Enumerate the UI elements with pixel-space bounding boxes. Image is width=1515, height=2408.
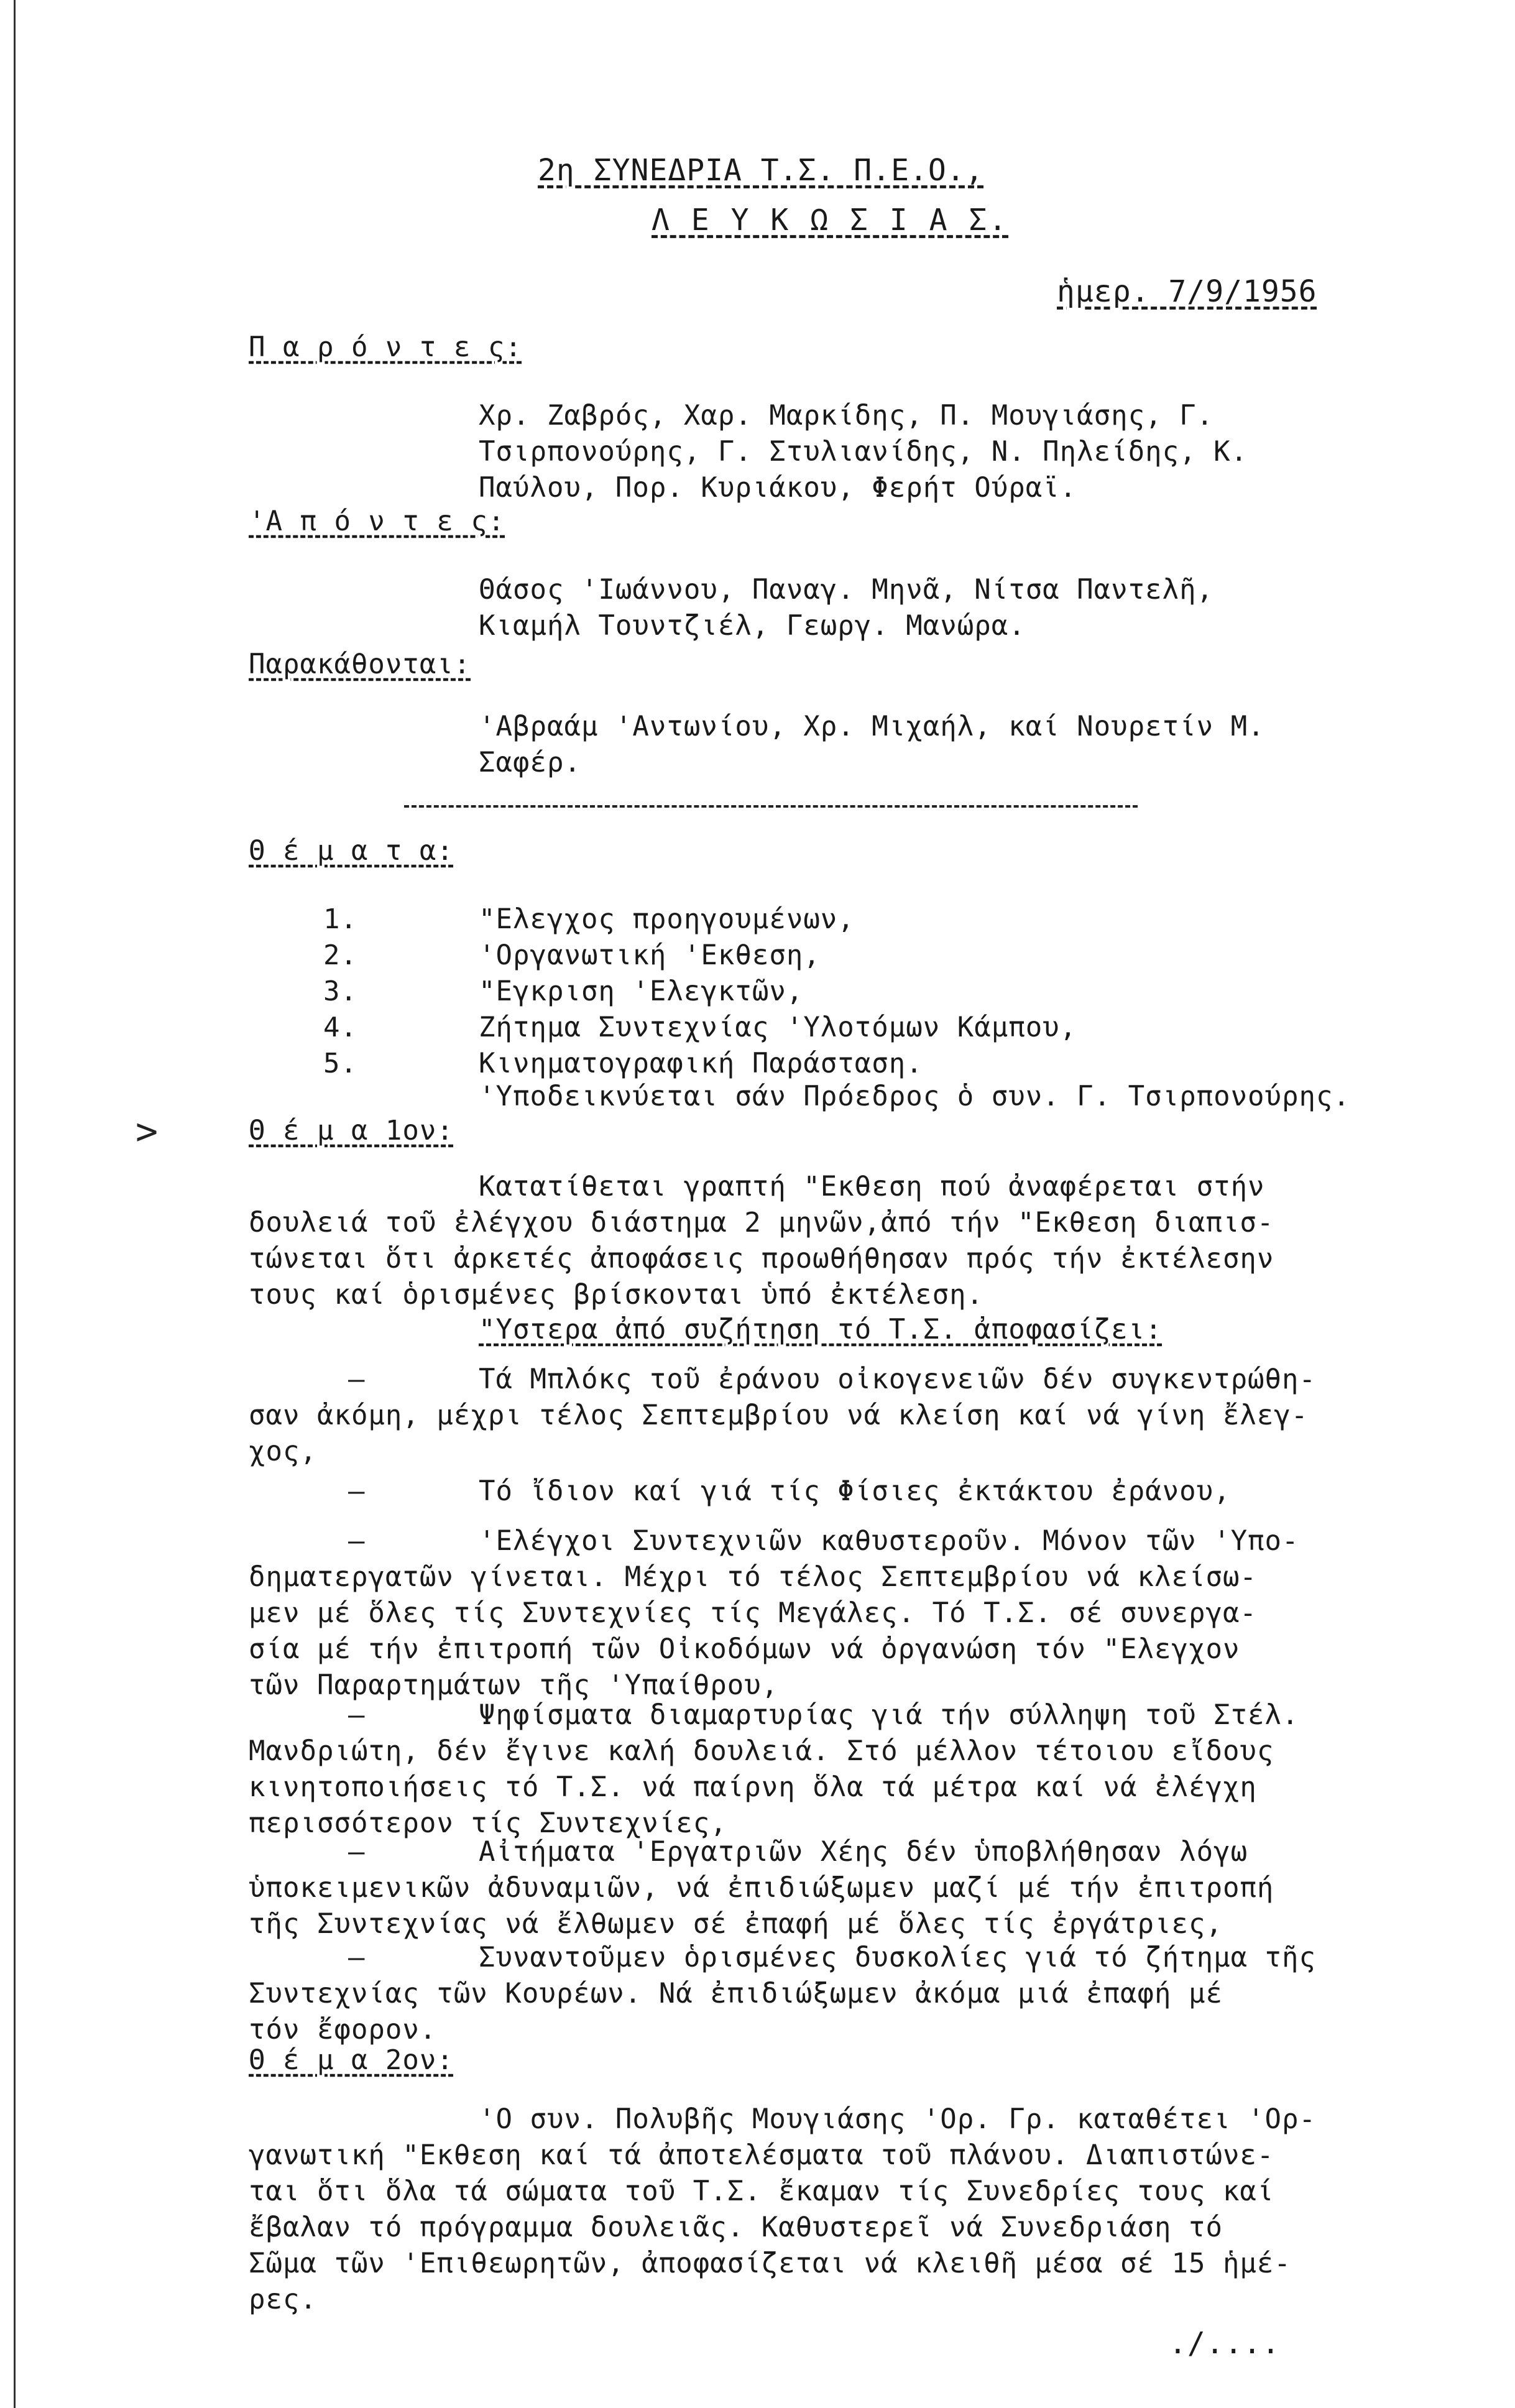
decision-line: χος, (249, 1436, 317, 1467)
decision-line: τόν ἔφορον. (249, 2014, 437, 2046)
topic2-body (249, 2138, 1291, 2318)
present-names (479, 398, 1248, 506)
topic1-intro-line: τους καί ὁρισμένες βρίσκονται ὑπό ἐκτέλεση. (249, 1279, 984, 1311)
session-title: 2η ΣΥΝΕΔΡΙΑ Τ.Σ. Π.Ε.Ο., (538, 153, 984, 188)
decision-dash: — (348, 1699, 366, 1731)
topic-item: Κινηματογραφική Παράσταση. (479, 1048, 923, 1079)
topic-number: 5. (323, 1048, 357, 1079)
topic-item: 'Οργανωτική 'Εκθεση, (479, 939, 821, 971)
absent-label: 'Α π ό ν τ ε ς: (249, 505, 505, 537)
present-names-line: Τσιρπονούρης, Γ. Στυλιανίδης, Ν. Πηλείδης, Κ. (479, 436, 1248, 468)
topic2-line: ται ὅτι ὅλα τά σώματα τοῦ Τ.Σ. ἔκαμαν τίς Συνεδρίες τους καί (249, 2175, 1274, 2207)
decision-line: τῶν Παραρτημάτων τῆς 'Υπαίθρου, (249, 1669, 779, 1701)
margin-arrow-mark: > (136, 1110, 159, 1153)
topic-number: 2. (323, 939, 357, 971)
decision-line: δηματεργατῶν γίνεται. Μέχρι τό τέλος Σεπτεμβρίου νά κλείσω- (249, 1561, 1257, 1593)
decision-line: σαν ἀκόμη, μέχρι τέλος Σεπτεμβρίου νά κλείση καί νά γίνη ἔλεγ- (249, 1400, 1309, 1431)
topic1-intro-line: τώνεται ὅτι ἀρκετές ἀποφάσεις προωθήθησαν πρός τήν ἐκτέλεσην (249, 1243, 1274, 1275)
meeting-date: ἡμερ. 7/9/1956 (1057, 274, 1317, 309)
present-label: Π α ρ ό ν τ ε ς: (249, 331, 522, 363)
decision-line: Μανδριώτη, δέν ἔγινε καλή δουλειά. Στό μέλλον τέτοιου εἴδους (249, 1735, 1274, 1767)
topic1-intro-line: δουλειά τοῦ ἐλέγχου διάστημα 2 μηνῶν,ἀπό τήν "Εκθεση διαπισ- (249, 1207, 1274, 1239)
topic-item: Ζήτημα Συντεχνίας 'Υλοτόμων Κάμπου, (479, 1012, 1077, 1043)
topic2-line: ρες. (249, 2284, 317, 2315)
decision-line: ὑποκειμενικῶν ἀδυναμιῶν, νά ἐπιδιώξωμεν μαζί μέ τήν ἐπιτροπή (249, 1872, 1274, 1904)
decision-line: περισσότερον τίς Συντεχνίες, (249, 1807, 727, 1839)
decision-dash: — (348, 1475, 366, 1507)
page-edge-line (14, 0, 16, 2408)
decision-first-line: Τό ἴδιον καί γιά τίς Φίσιες ἐκτάκτου ἐράνου, (479, 1475, 1231, 1507)
topic-number: 4. (323, 1012, 357, 1043)
attending-names-line: 'Αβραάμ 'Αντωνίου, Χρ. Μιχαήλ, καί Νουρετίν Μ. (479, 711, 1265, 742)
absent-names-line: Θάσος 'Ιωάννου, Παναγ. Μηνᾶ, Νίτσα Παντελῆ, (479, 574, 1214, 606)
decision-dash: — (348, 1942, 366, 1973)
absent-names-line: Κιαμήλ Τουντζιέλ, Γεωργ. Μανώρα. (479, 610, 1026, 642)
absent-names (479, 572, 1213, 644)
attending-names (479, 709, 1265, 781)
decision-body (249, 1733, 1274, 1842)
topic-list (479, 902, 1077, 1082)
continuation-mark: ./.... (1169, 2326, 1281, 2361)
topic2-line: γανωτική "Εκθεση καί τά ἀποτελέσματα τοῦ πλάνου. Διαπιστώνε- (249, 2139, 1274, 2171)
topic1-label: Θ έ μ α 1ον: (249, 1115, 454, 1146)
decision-body (249, 1976, 1223, 2048)
decision-first-line: 'Ελέγχοι Συντεχνιῶν καθυστεροῦν. Μόνον τῶν 'Υπο- (479, 1525, 1299, 1557)
decision-dash: — (348, 1836, 366, 1868)
city-title: Λ Ε Υ Κ Ω Σ Ι Α Σ. (652, 203, 1009, 238)
topics-label: Θ έ μ α τ α: (249, 835, 454, 867)
decision-heading: "Υστερα ἀπό συζήτηση τό Τ.Σ. ἀποφασίζει: (479, 1314, 1163, 1345)
topic2-line: ἔβαλαν τό πρόγραμμα δουλειᾶς. Καθυστερεῖ νά Συνεδριάση τό (249, 2212, 1223, 2243)
attending-label: Παρακάθονται: (249, 648, 471, 680)
decision-first-line: Ψηφίσματα διαμαρτυρίας γιά τήν σύλληψη τοῦ Στέλ. (479, 1699, 1299, 1731)
present-names-line: Παύλου, Πορ. Κυριάκου, Φερήτ Ούραϊ. (479, 472, 1077, 504)
decision-line: κινητοποιήσεις τό Τ.Σ. νά παίρνη ὅλα τά μέτρα καί νά ἐλέγχη (249, 1771, 1257, 1803)
decision-body (249, 1398, 1308, 1470)
topic-item: "Ελεγχος προηγουμένων, (479, 903, 855, 935)
topic-numbers (323, 902, 357, 1082)
decision-body (249, 1870, 1274, 1942)
decision-first-line: Συναντοῦμεν ὁρισμένες δυσκολίες γιά τό ζήτημα τῆς (479, 1942, 1317, 1973)
attending-names-line: Σαφέρ. (479, 747, 581, 778)
topic1-intro (249, 1205, 1274, 1313)
present-names-line: Χρ. Ζαβρός, Χαρ. Μαρκίδης, Π. Μουγιάσης, Γ. (479, 400, 1214, 431)
topic1-intro-first: Κατατίθεται γραπτή "Εκθεση πού ἀναφέρεται στήν (479, 1171, 1265, 1202)
decision-line: τῆς Συντεχνίας νά ἔλθωμεν σέ ἐπαφή μέ ὅλες τίς ἐργάτριες, (249, 1908, 1223, 1940)
decision-line: σία μέ τήν ἐπιτροπή τῶν Οἰκοδόμων νά ὀργανώση τόν "Ελεγχον (249, 1633, 1240, 1665)
topic-number: 3. (323, 976, 357, 1007)
decision-line: μεν μέ ὅλες τίς Συντεχνίες τίς Μεγάλες. Τό Τ.Σ. σέ συνεργα- (249, 1597, 1257, 1629)
topic2-label: Θ έ μ α 2ον: (249, 2044, 454, 2076)
topic2-first-line: 'Ο συν. Πολυβῆς Μουγιάσης 'Ορ. Γρ. καταθέτει 'Ορ- (479, 2103, 1317, 2135)
topic-item: "Εγκριση 'Ελεγκτῶν, (479, 976, 804, 1007)
section-divider (404, 805, 1138, 808)
decision-body (249, 1559, 1257, 1704)
decision-dash: — (348, 1363, 366, 1395)
topic-number: 1. (323, 903, 357, 935)
decision-first-line: Αἰτήματα 'Εργατριῶν Χέης δέν ὑποβλήθησαν λόγω (479, 1836, 1248, 1868)
decision-first-line: Τά Μπλόκς τοῦ ἐράνου οἰκογενειῶν δέν συγκεντρώθη- (479, 1363, 1317, 1395)
topic2-line: Σῶμα τῶν 'Επιθεωρητῶν, ἀποφασίζεται νά κλειθῆ μέσα σέ 15 ἡμέ- (249, 2248, 1291, 2279)
decision-dash: — (348, 1525, 366, 1557)
decision-line: Συντεχνίας τῶν Κουρέων. Νά ἐπιδιώξωμεν ἀκόμα μιά ἐπαφή μέ (249, 1978, 1223, 2009)
chair-line: 'Υποδεικνύεται σάν Πρόεδρος ὁ συν. Γ. Τσιρπονούρης. (479, 1081, 1351, 1112)
